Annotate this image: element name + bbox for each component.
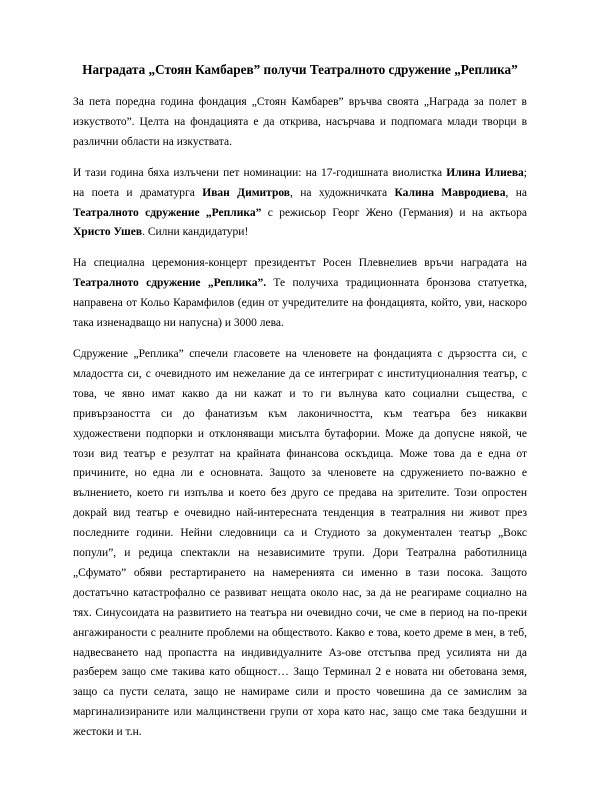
nominee-hristo-ushev: Христо Ушев <box>73 226 143 239</box>
nominee-replika: Театралното сдружение „Реплика” <box>73 206 262 219</box>
nominee-ilina-ilieva: Илина Илиева <box>446 166 524 179</box>
text-run: И тази година бяха излъчени пет номинации: на 17-годишната виолистка <box>73 166 447 179</box>
article-title: Наградата „Стоян Камбарев” получи Театралното сдружение „Реплика” <box>82 62 518 77</box>
text-run: ; на поета и драматурга <box>73 166 527 199</box>
text-run: Те получиха традиционната бронзова статуетка, направена от Кольо Карамфилов (един от учредителите на фондацията, който, уви, наскоро така изненадващо ни напусна) и 3000 лева. <box>73 277 527 330</box>
winner-replika: Театралното сдружение „Реплика”. <box>73 277 267 290</box>
text-run: . Силни кандидатури! <box>142 226 249 239</box>
text-run: , на <box>505 186 527 199</box>
paragraph-nominations <box>73 164 527 244</box>
nominee-kalina-mavrodieva: Калина Мавродиева <box>394 186 506 199</box>
text-run: с режисьор Георг Жено (Германия) и на актьора <box>261 206 527 219</box>
paragraph-replika: Сдружение „Реплика” спечели гласовете на членовете на фондацията с дързостта си, с младостта си, с очевидното им нежелание да се интегрират с институционалния театър, с това, че явно имат какво да ни кажат и то ги вълнува като социални същества, с привързаността си до фанатизъм към лаконичността, към театъра без никакви художествени подпорки и отклоняващи мисълта бутафории. Може да допусне някой, че този вид театър е резултат на крайната финансова оскъдица. Може това да е една от причините, но една ли е основната. Защото за членовете на сдружението по-важно е вълнението, което ги изпълва и което без друго се предава на зрителите. Този опростен докрай вид театър е очевидно най-интересната тенденция в театралния ни живот през последните години. Нейни следовници са и Студиото за документален театър „Вокс попули”, и редица спектакли на независимите трупи. Дори Театрална работилница „Сфумато” обяви рестартирането на намеренията си именно в тази посока. Защото достатъчно катастрофално се развиват нещата около нас, за да не реагираме социално на тях. Синусоидата на развитието на театъра ни очевидно сочи, че сме в период на по-преки ангажираности с реалните проблеми на обществото. Какво е това, което дреме в мен, в теб, надвесването над пропастта на индивидуалните Аз-ове отстъпва пред усилията ни да разберем защо сме такива като общност… Защо Терминал 2 е новата ни обетована земя, защо са пусти селата, защо не намираме сили и просто човешина да се замислим за маргинализираните или малцинствени групи от хора като нас, защо сме така бездушни и жестоки и т.н. <box>73 347 527 739</box>
paragraph-intro: За пета поредна година фондация „Стоян Камбарев” връчва своята „Награда за полет в изкуството”. Целта на фондацията е да открива, насърчава и подпомага млади творци в различни области на изкуствата. <box>73 96 527 148</box>
text-run: , на художничката <box>290 186 395 199</box>
text-run: На специална церемония-концерт президентът Росен Плевнелиев връчи наградата на <box>73 257 527 270</box>
paragraph-ceremony <box>73 254 527 334</box>
nominee-ivan-dimitrov: Иван Димитров <box>202 186 291 199</box>
